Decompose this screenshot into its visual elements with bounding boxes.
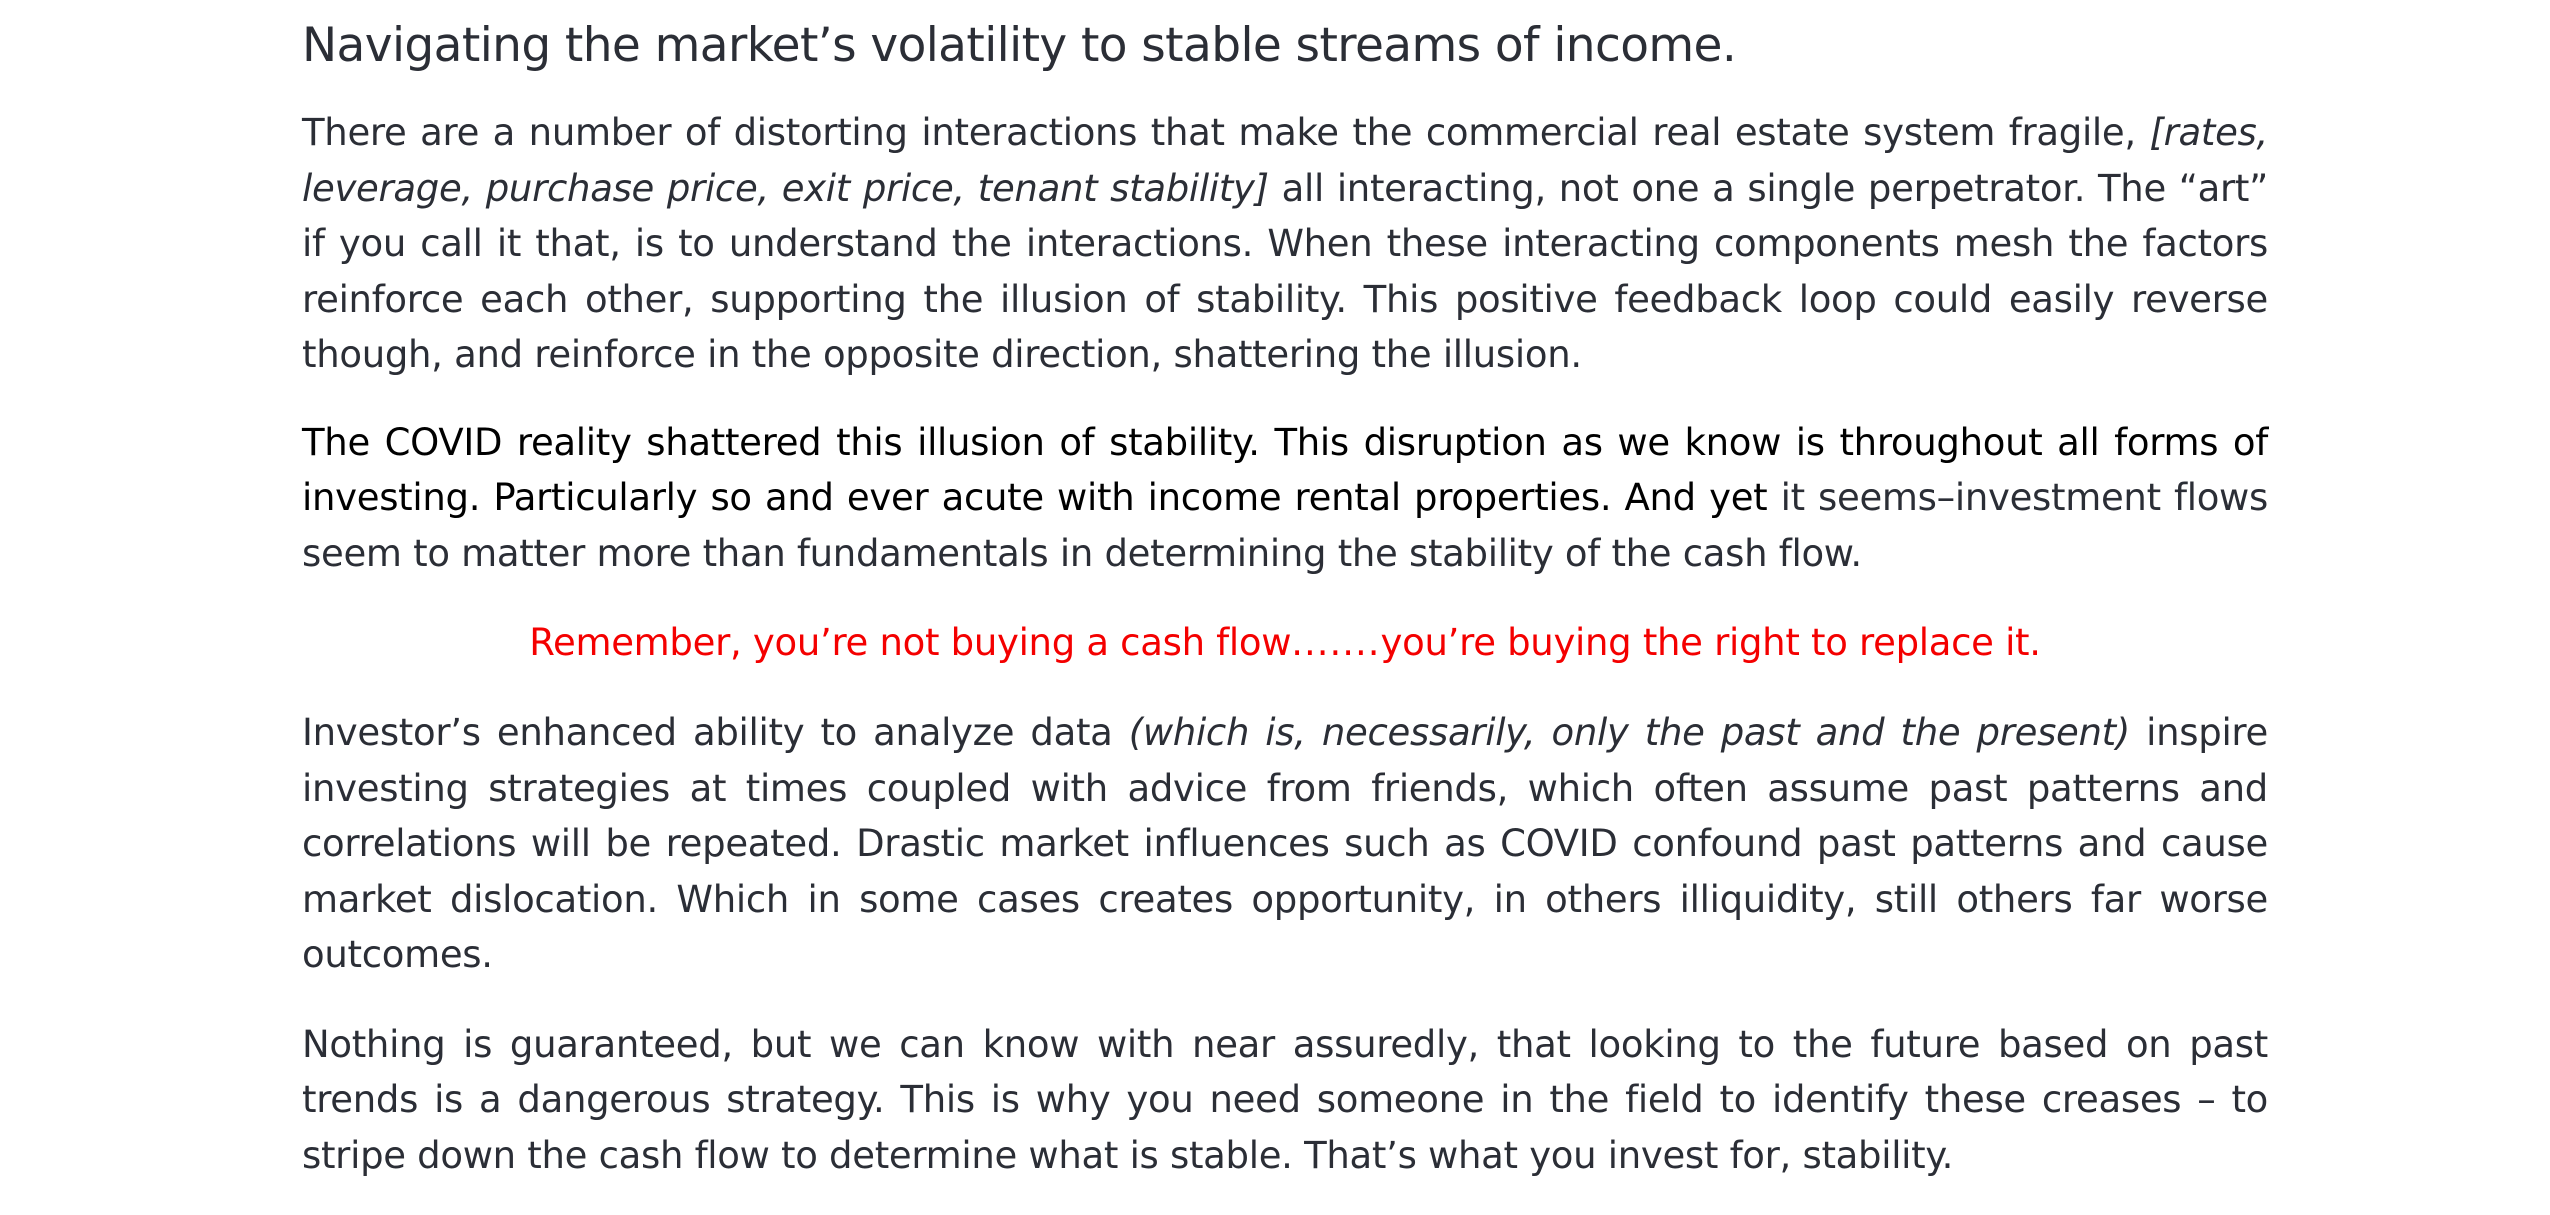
callout-quote-text-2: you’re buying the right to replace it. [1380, 621, 2041, 664]
paragraph-data-analysis-text-1: Investor’s enhanced ability to analyze data [302, 711, 1129, 754]
article [302, 0, 2268, 1183]
paragraph-fragility-text-1: There are a number of distorting interactions that make the commercial real estate system fragile, [302, 111, 2150, 154]
paragraph-conclusion: Nothing is guaranteed, but we can know with near assuredly, that looking to the future based on past trends is a dangerous strategy. This is why you need someone in the field to identify these creases – to stripe down the cash flow to determine what is stable. That’s what you invest for, stability. [302, 1022, 2268, 1177]
paragraph-covid [302, 415, 2268, 582]
article-title: Navigating the market’s volatility to stable streams of income. [302, 18, 1737, 73]
callout-quote-dots: ....... [1291, 621, 1381, 664]
paragraph-covid-text-2: it seems–investment flows seem to matter more than fundamentals in determining the stability of the cash flow. [302, 476, 2268, 575]
callout-quote-text-1: Remember, you’re not buying a cash flow [529, 621, 1292, 664]
paragraph-fragility-italic-list: [rates, leverage, purchase price, exit price, tenant stability] [302, 111, 2268, 210]
paragraph-data-analysis [302, 705, 2268, 983]
callout-quote [302, 615, 2268, 671]
paragraph-fragility [302, 105, 2268, 383]
paragraph-data-analysis-text-2: inspire investing strategies at times coupled with advice from friends, which often assume past patterns and correlations will be repeated. Drastic market influences such as COVID confound past patterns and cause market dislocation. Which in some cases creates opportunity, in others illiquidity, still others far worse outcomes. [302, 711, 2268, 976]
paragraph-covid-text-1: The COVID reality shattered this illusion of stability. This disruption as we know is throughout all forms of investing. Particularly so and ever acute with income rental properties. And yet [302, 420, 2268, 519]
paragraph-fragility-text-2: all interacting, not one a single perpetrator. The “art” if you call it that, is to understand the interactions. When these interacting components mesh the factors reinforce each other, supporting the illusion of stability. This positive feedback loop could easily reverse though, and reinforce in the opposite direction, shattering the illusion. [302, 166, 2269, 376]
paragraph-data-analysis-italic: (which is, necessarily, only the past and the present) [1128, 711, 2130, 754]
